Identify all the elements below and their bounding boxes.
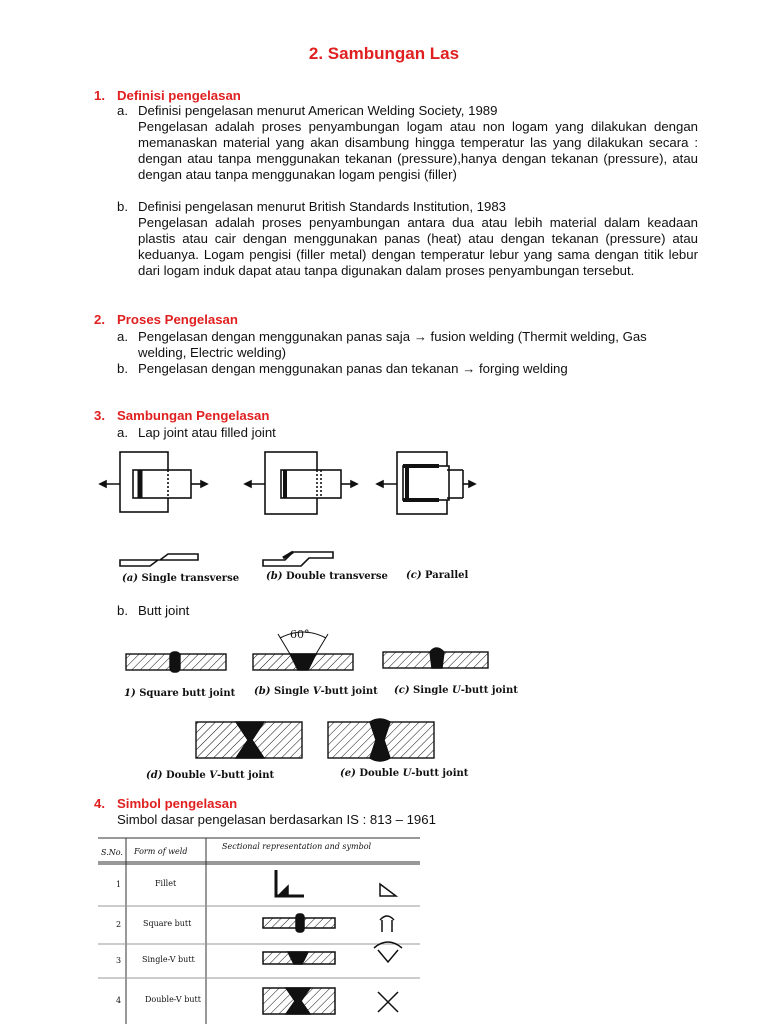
section-1-number: 1. [94,88,105,103]
arrow-icon: → [413,329,427,344]
butt-caption-single-u: (c) Single U-butt joint [394,685,518,696]
symbol-subtitle: Simbol dasar pengelasan berdasarkan IS : 813 – 1961 [117,812,436,827]
section-1-heading: Definisi pengelasan [117,88,241,103]
process-fusion: Pengelasan dengan menggunakan panas saja → fusion welding (Thermit welding, Gas welding, Electric welding) [138,329,647,360]
item-marker: a. [117,103,128,118]
table-row-form: Single-V butt [142,955,195,964]
butt-caption-single-v: (b) Single V-butt joint [254,686,378,697]
table-header-sno: S.No. [101,848,123,857]
definition-bsi-intro: Definisi pengelasan menurut British Standards Institution, 1983 [138,199,507,214]
item-marker: b. [117,199,128,214]
definition-bsi-text: Pengelasan adalah proses penyambungan antara dua atau lebih material dalam keadaan plastis atau cair dengan menggunakan panas (heat) atau dengan tekanan (pressure) atau keduanya. Logam pengisi (filler metal) dengan temperatur lebur yang sama dengan titik lebur dari logam induk dapat atau tanpa digunakan dalam proses penyambungan tersebut. [138,215,698,278]
section-4-number: 4. [94,796,105,811]
lap-caption-b: (b) Double transverse [266,571,388,582]
section-3-number: 3. [94,408,105,423]
butt-caption-square: 1) Square butt joint [124,688,236,699]
table-row-no: 1 [116,880,122,889]
table-row-form: Double-V butt [145,995,201,1004]
butt-caption-double-v: (d) Double V-butt joint [146,770,275,781]
page-title: 2. Sambungan Las [308,44,460,63]
table-row-form: Square butt [143,919,192,928]
item-marker: a. [117,329,128,344]
table-row-form: Fillet [155,879,177,888]
lap-caption-c: (c) Parallel [406,570,469,581]
butt-joint-label: Butt joint [138,603,190,618]
item-marker: b. [117,361,128,376]
item-marker: b. [117,603,128,618]
butt-joint-figure [118,624,518,784]
table-header-form: Form of weld [134,847,188,856]
item-marker: a. [117,425,128,440]
arrow-icon: → [462,361,476,376]
table-header-section: Sectional representation and symbol [222,842,372,851]
section-3-heading: Sambungan Pengelasan [117,408,270,423]
angle-label: 60° [290,628,310,641]
butt-caption-double-u: (e) Double U-butt joint [340,768,469,779]
lap-caption-a: (a) Single transverse [122,573,240,584]
table-row-no: 3 [116,956,122,965]
definition-aws-text: Pengelasan adalah proses penyambungan logam atau non logam yang dilakukan dengan memanaskan material yang akan disambung hingga temperatur las yang dilakukan secara : dengan atau tanpa menggunakan tekanan (pressure),hanya dengan tekanan (pressure), atau dengan atau tanpa menggunakan logam pengisi (filler) [138,119,698,182]
section-2-heading: Proses Pengelasan [117,312,238,327]
section-2-number: 2. [94,312,105,327]
table-row-no: 2 [116,920,122,929]
process-forging: Pengelasan dengan menggunakan panas dan tekanan → forging welding [138,361,568,376]
section-4-heading: Simbol pengelasan [117,796,238,811]
table-row-no: 4 [116,996,122,1005]
definition-aws-intro: Definisi pengelasan menurut American Welding Society, 1989 [138,103,498,118]
lap-joint-label: Lap joint atau filled joint [138,425,276,440]
